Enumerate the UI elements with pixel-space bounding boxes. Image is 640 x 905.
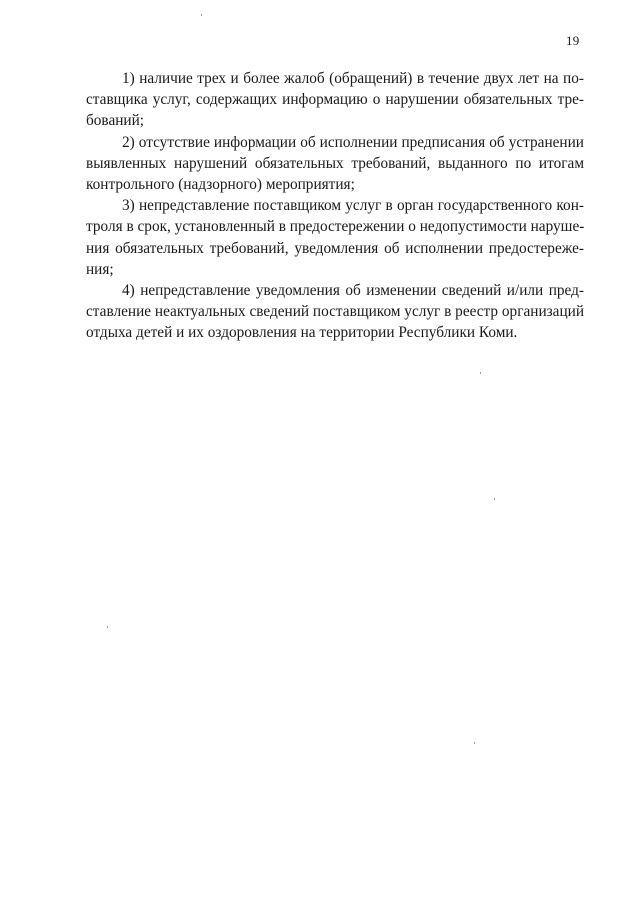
paragraph-4 xyxy=(86,280,584,344)
paragraph-line: 4) непредставление уведомления об изменении сведений и/или пред- xyxy=(122,282,584,300)
paragraph-line: 1) наличие трех и более жалоб (обращений) в течение двух лет на по- xyxy=(122,70,584,87)
paragraph-1 xyxy=(86,68,584,132)
paragraph-line: ния; xyxy=(86,260,114,278)
paragraph-2 xyxy=(86,132,584,196)
scan-speck xyxy=(494,498,495,500)
page-number: 19 xyxy=(566,33,580,48)
document-body xyxy=(86,68,584,344)
paragraph-line: выявленных нарушений обязательных требований, выданного по итогам xyxy=(86,154,584,172)
paragraph-line: бований; xyxy=(86,112,145,130)
paragraph-3 xyxy=(86,195,584,280)
paragraph-line: отдыха детей и их оздоровления на территории Республики Коми. xyxy=(86,324,518,342)
paragraph-line: ставление неактуальных сведений поставщиком услуг в реестр организаций xyxy=(86,303,585,321)
paragraph-line: ставщика услуг, содержащих информацию о нарушении обязательных тре- xyxy=(86,91,584,109)
paragraph-line: контрольного (надзорного) мероприятия; xyxy=(86,176,355,194)
paragraph-line: ния обязательных требований, уведомления об исполнении предостереже- xyxy=(86,239,584,257)
scan-speck xyxy=(201,14,202,16)
paragraph-line: 3) непредставление поставщиком услуг в орган государственного кон- xyxy=(122,197,584,215)
scan-speck xyxy=(107,626,108,628)
scan-speck xyxy=(480,372,481,374)
paragraph-line: троля в срок, установленный в предостережении о недопустимости наруше- xyxy=(86,218,585,236)
scan-speck xyxy=(474,742,475,744)
paragraph-line: 2) отсутствие информации об исполнении предписания об устранении xyxy=(122,133,584,151)
